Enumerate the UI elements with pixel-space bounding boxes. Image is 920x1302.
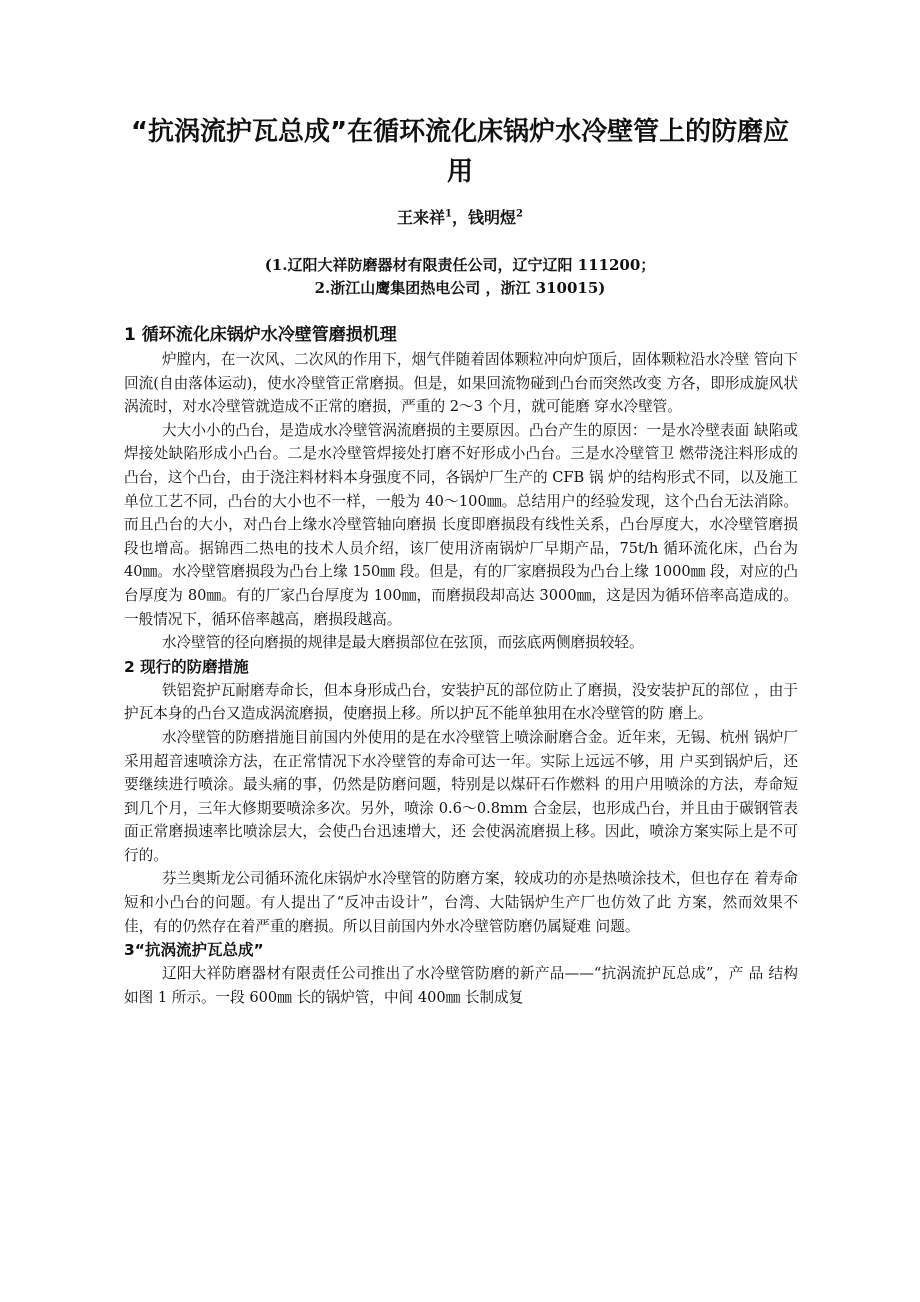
author-affiliation-mark: 2: [516, 208, 523, 220]
body-paragraph: 铁铝瓷护瓦耐磨寿命长，但本身形成凸台，安装护瓦的部位防止了磨损，没安装护瓦的部位 ，由于护瓦本身的凸台又造成涡流磨损，使磨损上移。所以护瓦不能单独用在水冷壁管的防 磨上。: [124, 681, 798, 723]
section-heading: 3“抗涡流护瓦总成”: [124, 941, 264, 960]
section-heading: 2 现行的防磨措施: [124, 657, 249, 676]
section-heading: 1 循环流化床锅炉水冷壁管磨损机理: [124, 325, 397, 345]
author-affiliation-mark: 1: [445, 208, 452, 220]
paper-title: “抗涡流护瓦总成”在循环流化床锅炉水冷壁管上的防磨应用: [130, 117, 790, 187]
body-paragraph: 炉膛内，在一次风、二次风的作用下，烟气伴随着固体颗粒冲向炉顶后，固体颗粒沿水冷壁 管向下回流(自由落体运动)，使水冷壁管正常磨损。但是，如果回流物碰到凸台而突然改变 方各，即形成旋风状涡流时，对水冷壁管就造成不正常的磨损，严重的 2～3 个月，就可能磨 穿水冷壁管。: [124, 351, 798, 416]
affiliation-line: (1.辽阳大祥防磨器材有限责任公司，辽宁辽阳 111200；: [264, 256, 656, 274]
author-separator: ，: [451, 208, 468, 227]
affiliations: [0, 254, 920, 300]
author-name: 王来祥: [397, 208, 446, 227]
author-line: [0, 206, 920, 230]
body-paragraph: 大大小小的凸台，是造成水冷壁管涡流磨损的主要原因。凸台产生的原因：一是水冷壁表面 缺陷或焊接处缺陷形成小凸台。二是水冷壁管焊接处打磨不好形成小凸台。三是水冷壁管卫 燃带浇注料形成的凸台，这个凸台，由于浇注料材料本身强度不同，各锅炉厂生产的 CFB 锅 炉的结构形式不同，以及施工单位工艺不同，凸台的大小也不一样，一般为 40～100㎜。总结用户的经验发现，这个凸台无法消除。而且凸台的大小，对凸台上缘水冷壁管轴向磨损 长度即磨损段有线性关系，凸台厚度大，水冷壁管磨损段也增高。据锦西二热电的技术人员介绍，该厂使用济南锅炉厂早期产品，75t/h 循环流化床，凸台为 40㎜。水冷壁管磨损段为凸台上缘 150㎜ 段。但是，有的厂家磨损段为凸台上缘 1000㎜ 段，对应的凸台厚度为 80㎜。有的厂家凸台厚度为 100㎜，而磨损段却高达 3000㎜，这是因为循环倍率高造成的。一般情况下，循环倍率越高，磨损段越高。: [124, 421, 798, 628]
body-paragraph: 水冷壁管的径向磨损的规律是最大磨损部位在弦顶，而弦底两侧磨损较轻。: [161, 634, 644, 652]
affiliation-line: 2.浙江山鹰集团热电公司 ，浙江 310015): [314, 279, 606, 297]
body-paragraph: 辽阳大祥防磨器材有限责任公司推出了水冷壁管防磨的新产品——“抗涡流护瓦总成”，产 品 结构如图 1 所示。一段 600㎜ 长的锅炉管，中间 400㎜ 长制成复: [124, 965, 798, 1006]
author-name: 钱明煜: [468, 208, 517, 227]
body-paragraph: 水冷壁管的防磨措施目前国内外使用的是在水冷壁管上喷涂耐磨合金。近年来，无锡、杭州 锅炉厂采用超音速喷涂方法，在正常情况下水冷壁管的寿命可达一年。实际上远远不够，用 户买到锅炉后，还要继续进行喷涂。最头痛的事，仍然是防磨问题，特别是以煤矸石作燃料 的用户用喷涂的方法，寿命短到几个月，三年大修期要喷涂多次。另外，喷涂 0.6～0.8mm 合金层，也形成凸台，并且由于碳钢管表面正常磨损速率比喷涂层大，会使凸台迅速增大，还 会使涡流磨损上移。因此，喷涂方案实际上是不可行的。: [124, 728, 798, 864]
paper-body: [124, 322, 798, 1009]
body-paragraph: 芬兰奥斯龙公司循环流化床锅炉水冷壁管的防磨方案，较成功的亦是热喷涂技术，但也存在 着寿命短和小凸台的问题。有人提出了“反冲击设计”，台湾、大陆锅炉生产厂也仿效了此 方案，然而效果不佳，有的仍然存在着严重的磨损。所以目前国内外水冷壁管防磨仍属疑难 问题。: [124, 870, 798, 935]
